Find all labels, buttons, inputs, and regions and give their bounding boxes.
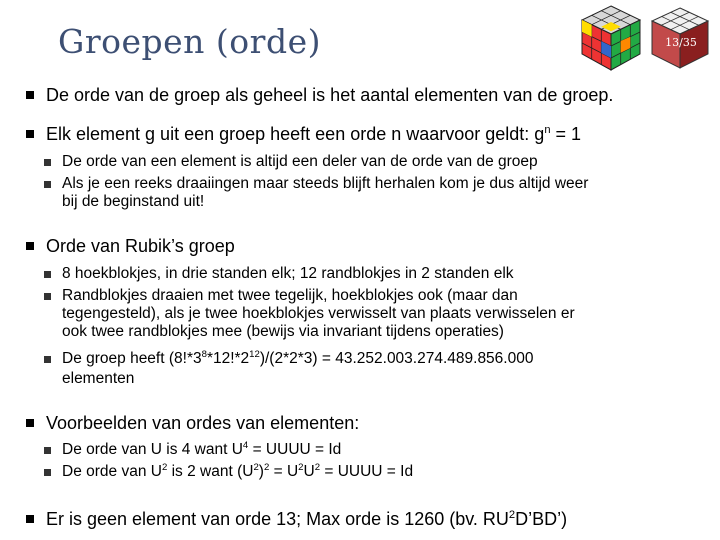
sub-bullet-repeat: Als je een reeks draaiingen maar steeds blijft herhalen kom je dus altijd weer <box>62 175 589 192</box>
bullet-max-order: Er is geen element van orde 13; Max orde is 1260 (bv. $RU^2D’BD$’) <box>46 509 568 529</box>
sub-bullet-marker <box>44 271 51 278</box>
sub-bullet-divisor: De orde van een element is altijd een deler van de orde van de groep <box>62 153 538 170</box>
sub-bullet-pairs: Randblokjes draaien met twee tegelijk, hoekblokjes ook (maar dan <box>62 287 518 304</box>
sub-bullet-marker <box>44 159 51 166</box>
sub-bullet-marker <box>44 356 51 363</box>
sub-bullet-marker <box>44 181 51 188</box>
bullet-marker <box>26 242 34 250</box>
bullet-marker <box>26 130 34 138</box>
sub-bullet-marker <box>44 447 51 454</box>
bullet-element-order: Elk element g uit een groep heeft een orde n waarvoor geldt: $g^n = 1$ <box>46 124 582 144</box>
bullet-marker <box>26 419 34 427</box>
sub-bullet-marker <box>44 469 51 476</box>
sub-bullet-marker <box>44 293 51 300</box>
rubiks-cube-icon <box>576 2 646 74</box>
sub-bullet-repeat-cont: bij de beginstand uit! <box>62 193 205 210</box>
sub-bullet-order-u: De orde van U is 4 want $U^4$ = UUUU = Id <box>62 439 342 458</box>
sub-bullet-pairs-cont: tegengesteld), als je twee hoekblokjes verwisselt van plaats verwisselen er <box>62 305 575 322</box>
bullet-group-order: De orde van de groep als geheel is het aantal elementen van de groep. <box>46 85 614 105</box>
slide-title: Groepen (orde) <box>58 22 321 61</box>
sub-bullet-order-u2: De orde van $U^2$ is 2 want $(U^2)^2 = U^2U^2$ = UUUU = Id <box>62 461 414 480</box>
bullet-marker <box>26 91 34 99</box>
page-number: 13/35 <box>665 36 697 49</box>
sub-bullet-pairs-cont: ook twee randblokjes mee (bewijs via invariant tijdens operaties) <box>62 323 504 340</box>
sub-bullet-blocks: 8 hoekblokjes, in drie standen elk; 12 randblokjes in 2 standen elk <box>62 265 514 282</box>
bullet-rubik-order: Orde van Rubik’s groep <box>46 236 235 256</box>
sub-bullet-group-size-cont: elementen <box>62 370 135 387</box>
bullet-examples: Voorbeelden van ordes van elementen: <box>46 413 360 433</box>
sub-bullet-group-size: De groep heeft $(8!*3^8*12!*2^{12})/(2*2*3) = 43.252.003.274.489.856.000$ <box>62 348 534 367</box>
bullet-marker <box>26 515 34 523</box>
